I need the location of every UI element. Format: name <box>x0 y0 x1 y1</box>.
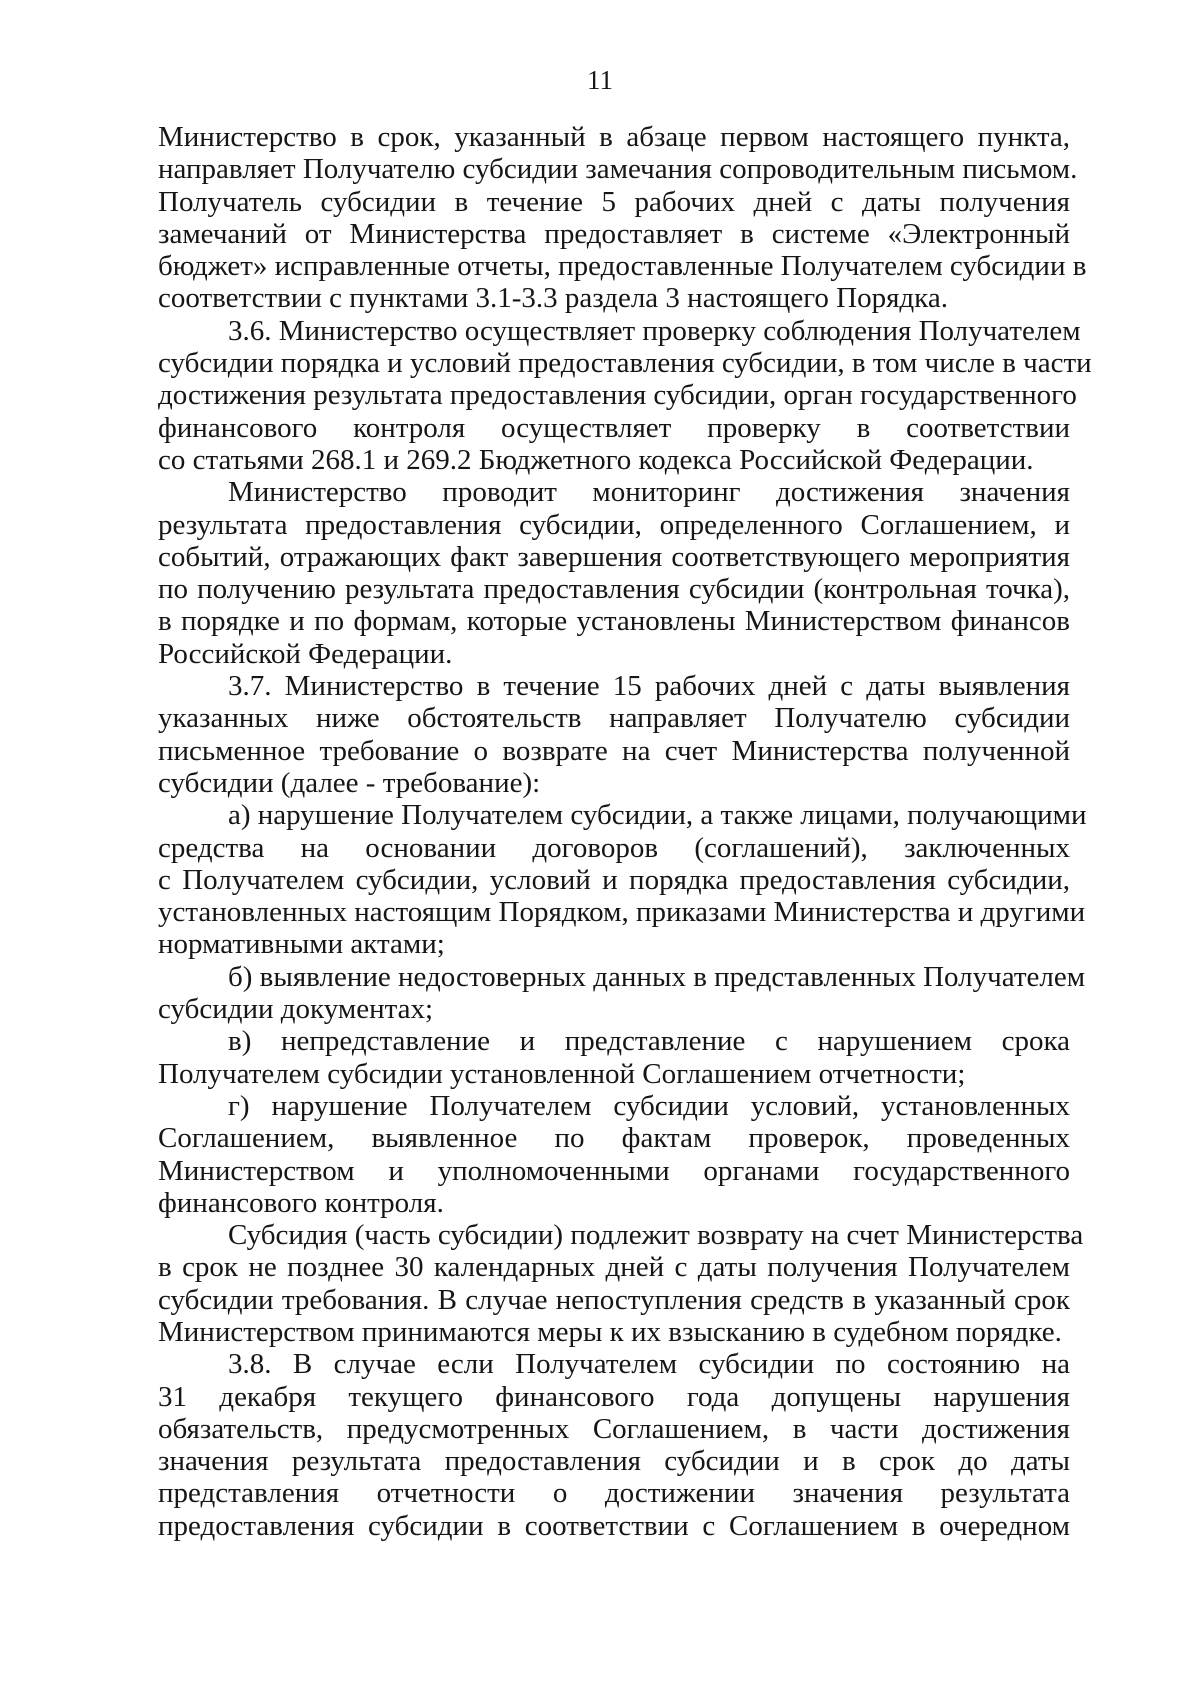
text-line: Получатель субсидии в течение 5 рабочих дней с даты получения <box>158 185 1070 218</box>
text-line: Получателем субсидии установленной Соглашением отчетности; <box>158 1057 966 1090</box>
text-line: результата предоставления субсидии, определенного Соглашением, и <box>158 508 1070 541</box>
text-line: Российской Федерации. <box>158 637 453 670</box>
text-line: 3.8. В случае если Получателем субсидии по состоянию на <box>228 1348 1070 1381</box>
text-line: г) нарушение Получателем субсидии условий, установленных <box>228 1089 1070 1122</box>
text-line: субсидии (далее - требование): <box>158 766 541 799</box>
text-line: б) выявление недостоверных данных в представленных Получателем <box>228 960 1086 993</box>
text-line: в) непредставление и представление с нарушением срока <box>228 1025 1070 1058</box>
text-line: указанных ниже обстоятельств направляет Получателю субсидии <box>158 702 1070 735</box>
text-line: 3.7. Министерство в течение 15 рабочих дней с даты выявления <box>228 670 1070 703</box>
text-line: Министерство в срок, указанный в абзаце первом настоящего пункта, <box>158 121 1070 153</box>
text-line: субсидии документах; <box>158 993 434 1026</box>
text-line: достижения результата предоставления субсидии, орган государственного <box>158 379 1077 412</box>
text-line: направляет Получателю субсидии замечания сопроводительным письмом. <box>158 153 1078 186</box>
text-line: со статьями 268.1 и 269.2 Бюджетного кодекса Российской Федерации. <box>158 443 1034 476</box>
document-body <box>158 121 1092 1542</box>
text-line: 3.6. Министерство осуществляет проверку соблюдения Получателем <box>228 314 1081 347</box>
text-line: средства на основании договоров (соглашений), заключенных <box>158 831 1070 864</box>
text-line: финансового контроля осуществляет проверку в соответствии <box>158 411 1070 444</box>
text-line: обязательств, предусмотренных Соглашением, в части достижения <box>158 1412 1070 1445</box>
page-number: 11 <box>587 65 613 95</box>
text-line: субсидии требования. В случае непоступления средств в указанный срок <box>158 1283 1070 1316</box>
text-line: установленных настоящим Порядком, приказами Министерства и другими <box>158 896 1086 929</box>
text-line: а) нарушение Получателем субсидии, а также лицами, получающими <box>228 799 1087 832</box>
text-line: Соглашением, выявленное по фактам проверок, проведенных <box>158 1122 1070 1155</box>
text-line: Субсидия (часть субсидии) подлежит возврату на счет Министерства <box>228 1219 1084 1252</box>
text-line: значения результата предоставления субсидии и в срок до даты <box>158 1445 1070 1478</box>
text-line: бюджет» исправленные отчеты, предоставленные Получателем субсидии в <box>158 250 1087 283</box>
text-line: Министерство проводит мониторинг достижения значения <box>228 476 1070 509</box>
text-line: событий, отражающих факт завершения соответствующего мероприятия <box>158 540 1070 573</box>
text-line: финансового контроля. <box>158 1186 444 1219</box>
text-line: Министерством принимаются меры к их взысканию в судебном порядке. <box>158 1315 1062 1348</box>
text-line: письменное требование о возврате на счет Министерства полученной <box>158 734 1070 767</box>
text-line: в порядке и по формам, которые установлены Министерством финансов <box>158 605 1070 638</box>
text-line: Министерством и уполномоченными органами государственного <box>158 1154 1070 1187</box>
text-line: с Получателем субсидии, условий и порядка предоставления субсидии, <box>158 863 1070 896</box>
text-line: замечаний от Министерства предоставляет в системе «Электронный <box>158 217 1070 250</box>
text-line: 31 декабря текущего финансового года допущены нарушения <box>158 1380 1070 1413</box>
text-line: нормативными актами; <box>158 928 445 961</box>
text-line: представления отчетности о достижении значения результата <box>158 1477 1070 1510</box>
text-line: субсидии порядка и условий предоставления субсидии, в том числе в части <box>158 347 1092 380</box>
text-line: в срок не позднее 30 календарных дней с даты получения Получателем <box>158 1251 1070 1284</box>
text-line: по получению результата предоставления субсидии (контрольная точка), <box>158 573 1070 606</box>
text-line: соответствии с пунктами 3.1-3.3 раздела 3 настоящего Порядка. <box>158 282 948 315</box>
text-line: предоставления субсидии в соответствии с Соглашением в очередном <box>158 1509 1070 1542</box>
